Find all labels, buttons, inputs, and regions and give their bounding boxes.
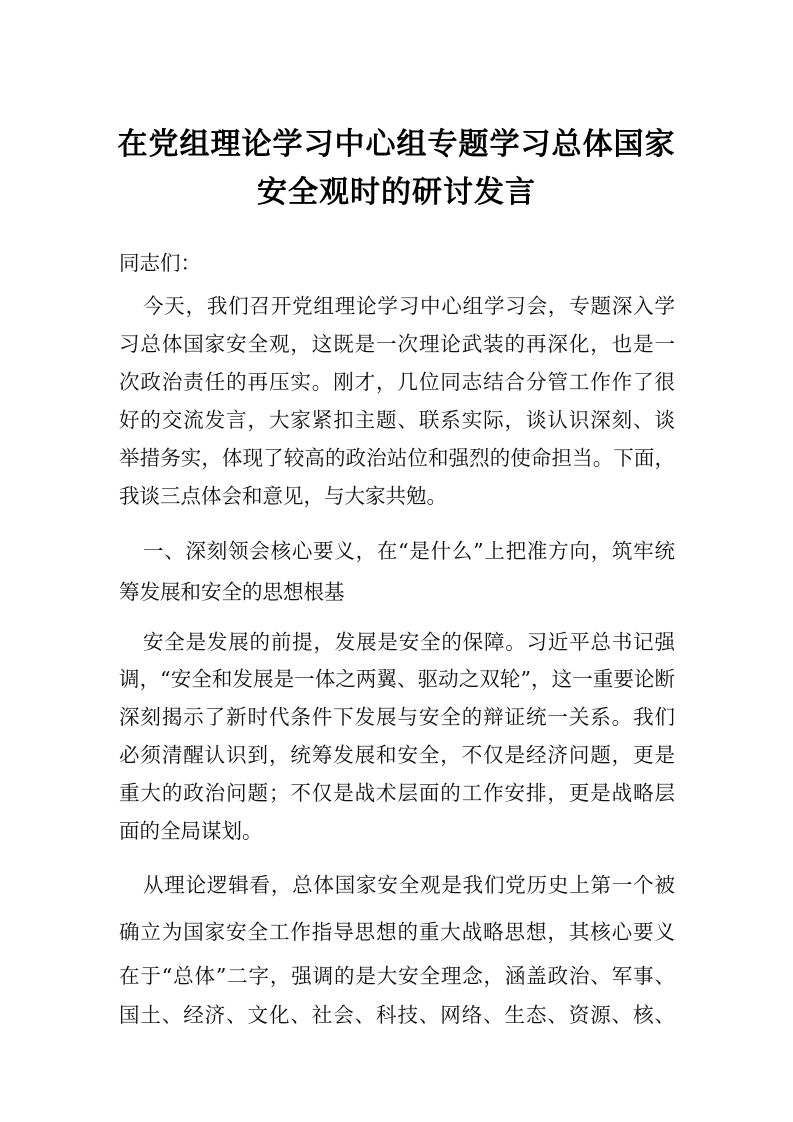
body-line: 确立为国家安全工作指导思想的重大战略思想，其核心要义 <box>119 920 675 944</box>
body-line: 举措务实，体现了较高的政治站位和强烈的使命担当。下面， <box>119 446 675 470</box>
body-line: 今天，我们召开党组理论学习中心组学习会，专题深入学 <box>143 294 675 318</box>
section-heading-line: 筹发展和安全的思想根基 <box>119 580 345 604</box>
body-line: 必须清醒认识到，统筹发展和安全，不仅是经济问题，更是 <box>119 743 675 767</box>
body-line: 深刻揭示了新时代条件下发展与安全的辩证统一关系。我们 <box>119 705 675 729</box>
body-line: 安全是发展的前提，发展是安全的保障。习近平总书记强 <box>143 630 675 654</box>
document-title-line-1: 在党组理论学习中心组专题学习总体国家 <box>117 127 676 162</box>
body-line: 国土、经济、文化、社会、科技、网络、生态、资源、核、 <box>119 1003 675 1027</box>
section-heading-line: 一、深刻领会核心要义，在“是什么”上把准方向，筑牢统 <box>143 539 675 563</box>
body-line: 重大的政治问题；不仅是战术层面的工作安排，更是战略层 <box>119 781 675 805</box>
body-line: 我谈三点体会和意见，与大家共勉。 <box>119 484 447 508</box>
body-line: 好的交流发言，大家紧扣主题、联系实际，谈认识深刻、谈 <box>119 408 675 432</box>
document-title-line-2: 安全观时的研讨发言 <box>257 175 536 210</box>
body-line: 在于“总体”二字，强调的是大安全理念，涵盖政治、军事、 <box>119 964 675 988</box>
body-line: 面的全局谋划。 <box>119 819 263 843</box>
body-line: 次政治责任的再压实。刚才，几位同志结合分管工作作了很 <box>119 370 675 394</box>
body-line: 从理论逻辑看，总体国家安全观是我们党历史上第一个被 <box>143 873 675 897</box>
body-line: 调，“安全和发展是一体之两翼、驱动之双轮”，这一重要论断 <box>119 667 675 691</box>
body-line: 习总体国家安全观，这既是一次理论武装的再深化，也是一 <box>119 332 675 356</box>
salutation: 同志们： <box>119 251 201 275</box>
